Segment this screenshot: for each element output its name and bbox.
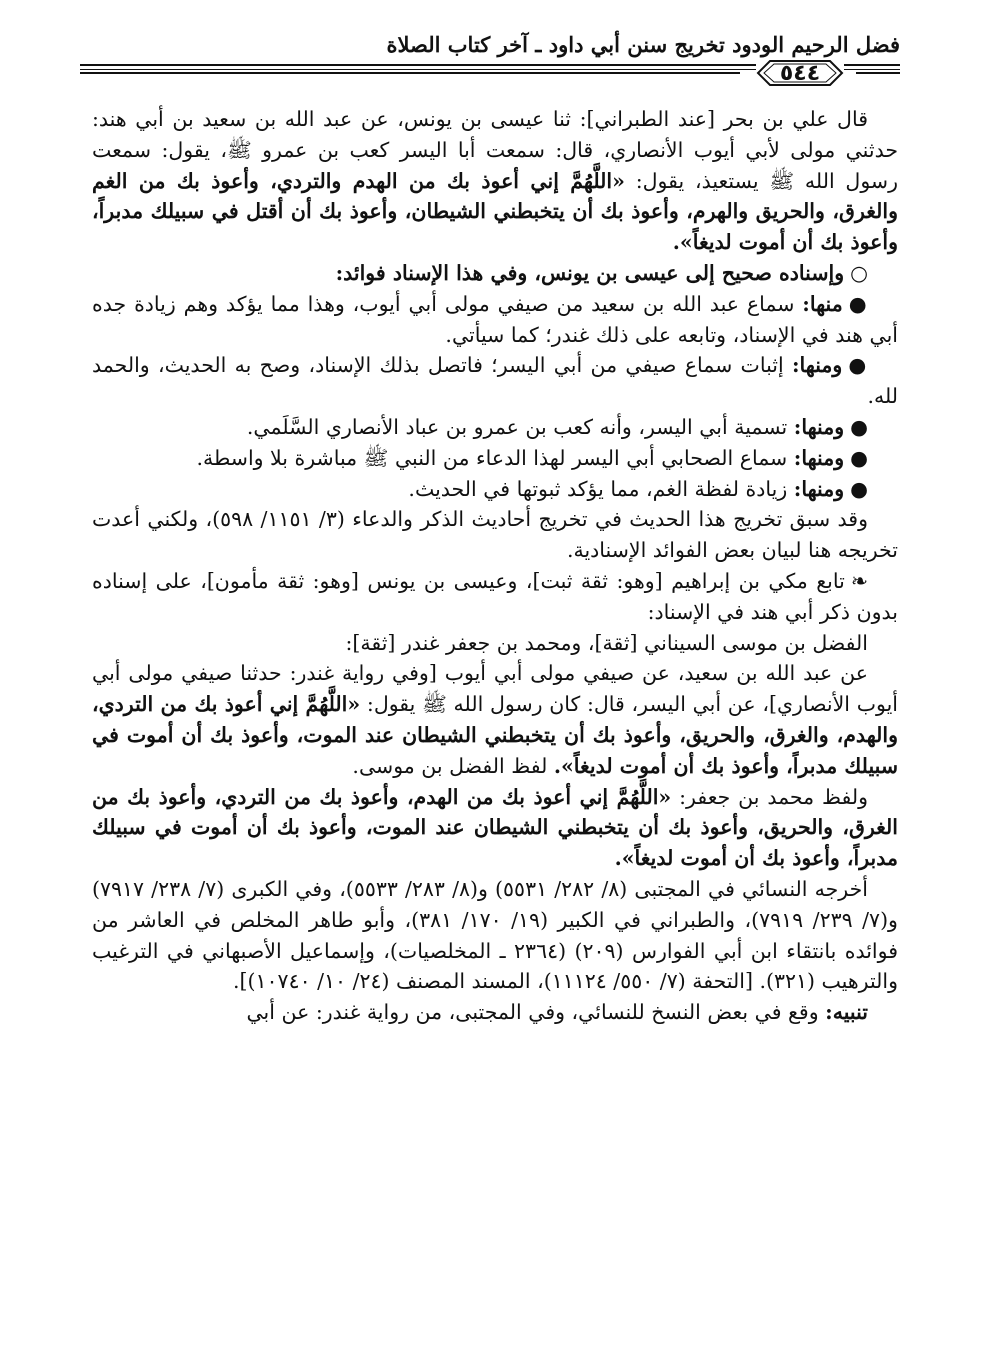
- paragraph-prior-reference: وقد سبق تخريج هذا الحديث في تخريج أحاديث الذكر والدعاء (٣/ ١١٥١/ ٥٩٨)، ولكني أعدت تخريجه هنا لبيان بعض الفوائد الإسنادية.: [92, 507, 898, 563]
- bullet-icon: ●: [850, 445, 868, 470]
- paragraph-isnad-note: [92, 258, 898, 289]
- page-number: ٥٤٤: [779, 60, 821, 86]
- paragraph-note: [92, 997, 898, 1028]
- benefit-item: [92, 443, 898, 474]
- benefit-label: ومنها:: [791, 353, 843, 378]
- benefit-label: ومنها:: [793, 414, 845, 439]
- bullet-icon: ●: [850, 476, 868, 501]
- running-title: فضل الرحيم الودود تخريج سنن أبي داود ـ آخر كتاب الصلاة: [386, 32, 900, 57]
- bullet-icon: ●: [848, 353, 868, 378]
- paragraph-takhrij: أخرجه النسائي في المجتبى (٨/ ٢٨٢/ ٥٥٣١) و(٨/ ٢٨٣/ ٥٥٣٣)، وفي الكبرى (٧/ ٢٣٨/ ٧٩١٧) و(٧/ ٢٣٩/ ٧٩١٩)، والطبراني في الكبير (١٩/ ١٧٠/ ٣٨١)، وأبو طاهر المخلص في العاشر من فوائده بانتقاء ابن أبي الفوارس (٢٠٩) (٢٣٦٤ ـ المخلصيات)، وإسماعيل الأصبهاني في الترغيب والترهيب (٣٢١). [التحفة (٧/ ٥٥٠/ ١١١٢٤)، المسند المصنف (٢٤/ ١٠/ ١٠٧٤٠)].: [92, 876, 898, 994]
- mutabaah-text: تابع مكي بن إبراهيم [وهو: ثقة ثبت]، وعيسى بن يونس [وهو: ثقة مأمون]، على إسناده بدون ذكر أبي هند في الإسناد:: [92, 568, 898, 624]
- benefit-text: سماع الصحابي أبي اليسر لهذا الدعاء من النبي ﷺ مباشرة بلا واسطة.: [196, 445, 788, 470]
- benefit-label: منها:: [802, 291, 843, 316]
- note-text: وقع في بعض النسخ للنسائي، وفي المجتبى، من رواية غندر: عن أبي: [246, 1000, 819, 1025]
- benefit-text: تسمية أبي اليسر، وأنه كعب بن عمرو بن عباد الأنصاري السَّلَمي.: [246, 414, 788, 439]
- paragraph-narrators: الفضل بن موسى السيناني [ثقة]، ومحمد بن جعفر غندر [ثقة]:: [345, 630, 868, 655]
- body-text: [92, 104, 898, 1028]
- isnad-note: وإسناده صحيح إلى عيسى بن يونس، وفي هذا الإسناد فوائد:: [335, 260, 845, 285]
- benefit-item: [92, 412, 898, 443]
- benefit-label: ومنها:: [793, 445, 845, 470]
- note-label: تنبيه:: [825, 1000, 868, 1025]
- variant-attribution: لفظ الفضل بن موسى.: [352, 753, 554, 778]
- header-rule-right: [856, 72, 900, 74]
- hadith-chain: قال علي بن بحر [عند الطبراني]: ثنا عيسى بن يونس، عن عبد الله بن سعيد بن أبي هند: حدثني مولى لأبي أيوب الأنصاري، قال: سمعت أبا اليسر كعب بن عمرو ﷺ، يقول: سمعت رسول الله ﷺ يستعيذ، يقول:: [92, 107, 898, 193]
- benefit-text: سماع عبد الله بن سعيد من صيفي مولى أبي أيوب، وهذا مما يؤكد وهم زيادة جده أبي هند في الإسناد، وتابعه على ذلك غندر؛ كما سيأتي.: [92, 291, 898, 347]
- bullet-icon: ●: [850, 414, 868, 439]
- benefit-item: [92, 289, 898, 351]
- bullet-icon: ●: [848, 291, 868, 316]
- header-rule-left: [80, 72, 740, 74]
- paragraph-hadith: [92, 104, 898, 258]
- paragraph-mutabaah: [92, 566, 898, 628]
- wording-text: «اللَّهُمَّ إني أعوذ بك من الهدم، وأعوذ بك من التردي، وأعوذ بك من الغرق، والحريق، وأعوذ بك أن يتخبطني الشيطان عند الموت، وأعوذ بك أن أموت في سبيلك مدبراً، وأعوذ بك أن أموت لديغاً».: [92, 784, 898, 871]
- benefit-item: [92, 350, 898, 412]
- circle-marker-icon: ○: [850, 260, 868, 285]
- benefit-text: زيادة لفظة الغم، مما يؤكد ثبوتها في الحديث.: [408, 476, 788, 501]
- variant-chain: عن عبد الله بن سعيد، عن صيفي مولى أبي أيوب [وفي رواية غندر: حدثنا صيفي مولى أبي أيوب الأنصاري]، عن أبي اليسر، قال: كان رسول الله ﷺ يقول:: [92, 661, 898, 717]
- page-header: [80, 28, 900, 98]
- paragraph-hadith-variant: [92, 658, 898, 781]
- variant-text: «اللَّهُمَّ إني أعوذ بك من التردي، والهدم، والغرق، والحريق، وأعوذ بك أن يتخبطني الشيطان عند الموت، وأعوذ بك أن أموت في سبيلك مدبراً، وأعوذ بك أن أموت لديغاً».: [92, 692, 898, 778]
- benefit-label: ومنها:: [793, 476, 845, 501]
- hadith-text: «اللَّهُمَّ إني أعوذ بك من الهدم والتردي، وأعوذ بك من الغم والغرق، والحريق والهرم، وأعوذ بك أن يتخبطني الشيطان، وأعوذ بك أن أقتل في سبيلك مدبراً، وأعوذ بك أن أموت لديغاً».: [92, 168, 898, 255]
- benefit-text: إثبات سماع صيفي من أبي اليسر؛ فاتصل بذلك الإسناد، وصح به الحديث، والحمد لله.: [92, 353, 898, 409]
- benefit-item: [92, 474, 898, 505]
- paragraph-ghundar-wording: [92, 782, 898, 874]
- fleuron-icon: ❧: [850, 568, 868, 593]
- wording-intro: ولفظ محمد بن جعفر:: [671, 784, 869, 809]
- page-number-badge: [756, 58, 844, 88]
